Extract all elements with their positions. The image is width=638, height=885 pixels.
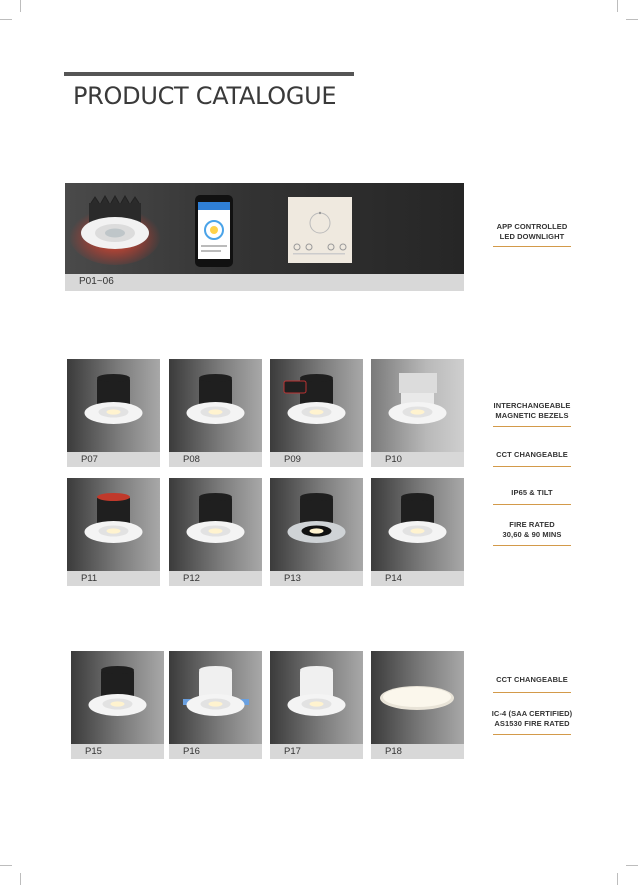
downlight-red-top-icon bbox=[67, 478, 160, 571]
downlight-side-box-icon bbox=[270, 359, 363, 452]
product-code: P17 bbox=[284, 746, 301, 757]
note-line: 30,60 & 90 MINS bbox=[502, 530, 562, 539]
app-control-banner[interactable] bbox=[65, 183, 464, 291]
downlight-white-angle-icon bbox=[270, 651, 363, 744]
banner-label: P01~06 bbox=[79, 276, 114, 287]
product-code: P15 bbox=[85, 746, 102, 757]
crop-mark bbox=[0, 865, 12, 866]
product-card-p11[interactable] bbox=[67, 478, 160, 586]
note-line: INTERCHANGEABLE bbox=[493, 401, 571, 410]
accent-rule bbox=[493, 246, 571, 247]
banner-illustration bbox=[65, 183, 464, 274]
note-line: CCT CHANGEABLE bbox=[496, 450, 568, 459]
accent-rule bbox=[493, 466, 571, 467]
crop-mark bbox=[617, 873, 618, 885]
banner-caption bbox=[65, 274, 464, 291]
note-line: APP CONTROLLED bbox=[496, 222, 568, 231]
note-line: FIRE RATED bbox=[509, 520, 555, 529]
product-code: P12 bbox=[183, 573, 200, 584]
crop-mark bbox=[20, 0, 21, 12]
product-card-p14[interactable] bbox=[371, 478, 464, 586]
note-line: IC-4 (SAA CERTIFIED) bbox=[491, 709, 573, 718]
note-line: CCT CHANGEABLE bbox=[496, 675, 568, 684]
downlight-black-tall-icon bbox=[169, 359, 262, 452]
phone-app-icon bbox=[195, 195, 233, 267]
product-caption bbox=[169, 571, 262, 586]
note-cct-changeable bbox=[486, 450, 578, 460]
note-app-controlled bbox=[486, 222, 578, 242]
page-title: PRODUCT CATALOGUE bbox=[73, 82, 337, 110]
product-caption bbox=[67, 571, 160, 586]
product-code: P10 bbox=[385, 454, 402, 465]
note-fire-rated bbox=[486, 520, 578, 540]
note-line: MAGNETIC BEZELS bbox=[495, 411, 569, 420]
note-line: LED DOWNLIGHT bbox=[499, 232, 565, 241]
note-ip65-tilt bbox=[486, 488, 578, 498]
note-saa-certified bbox=[486, 709, 578, 729]
product-code: P08 bbox=[183, 454, 200, 465]
product-card-p13[interactable] bbox=[270, 478, 363, 586]
product-card-p17[interactable] bbox=[270, 651, 363, 759]
downlight-slim-black-icon bbox=[71, 651, 164, 744]
wall-controller-icon bbox=[288, 197, 352, 263]
crop-mark bbox=[0, 19, 12, 20]
product-code: P11 bbox=[81, 573, 98, 584]
accent-rule bbox=[493, 426, 571, 427]
accent-rule bbox=[493, 504, 571, 505]
product-card-p07[interactable] bbox=[67, 359, 160, 467]
downlight-black-can-icon bbox=[67, 359, 160, 452]
crop-mark bbox=[626, 865, 638, 866]
product-card-p18[interactable] bbox=[371, 651, 464, 759]
title-rule bbox=[64, 72, 354, 76]
panel-light-icon bbox=[371, 651, 464, 744]
downlight-black-fin-icon bbox=[169, 478, 262, 571]
product-caption bbox=[270, 452, 363, 467]
product-card-p16[interactable] bbox=[169, 651, 262, 759]
product-caption bbox=[169, 744, 262, 759]
downlight-tilt-icon bbox=[371, 478, 464, 571]
product-card-p09[interactable] bbox=[270, 359, 363, 467]
product-card-p10[interactable] bbox=[371, 359, 464, 467]
crop-mark bbox=[617, 0, 618, 12]
note-cct-changeable-2 bbox=[486, 675, 578, 685]
note-line: IP65 & TILT bbox=[511, 488, 553, 497]
product-caption bbox=[67, 452, 160, 467]
product-card-p15[interactable] bbox=[71, 651, 164, 759]
product-code: P09 bbox=[284, 454, 301, 465]
product-caption bbox=[270, 744, 363, 759]
product-card-p12[interactable] bbox=[169, 478, 262, 586]
product-caption bbox=[371, 744, 464, 759]
product-code: P18 bbox=[385, 746, 402, 757]
accent-rule bbox=[493, 734, 571, 735]
downlight-white-clips-icon bbox=[169, 651, 262, 744]
accent-rule bbox=[493, 692, 571, 693]
crop-mark bbox=[20, 873, 21, 885]
product-card-p08[interactable] bbox=[169, 359, 262, 467]
downlight-white-box-icon bbox=[371, 359, 464, 452]
note-line: AS1530 FIRE RATED bbox=[494, 719, 570, 728]
downlight-chrome-icon bbox=[270, 478, 363, 571]
product-caption bbox=[169, 452, 262, 467]
product-caption bbox=[71, 744, 164, 759]
note-interchangeable-bezels bbox=[486, 401, 578, 421]
product-caption bbox=[371, 452, 464, 467]
product-code: P13 bbox=[284, 573, 301, 584]
crop-mark bbox=[626, 19, 638, 20]
product-caption bbox=[270, 571, 363, 586]
accent-rule bbox=[493, 545, 571, 546]
product-caption bbox=[371, 571, 464, 586]
product-code: P14 bbox=[385, 573, 402, 584]
product-code: P07 bbox=[81, 454, 98, 465]
product-code: P16 bbox=[183, 746, 200, 757]
